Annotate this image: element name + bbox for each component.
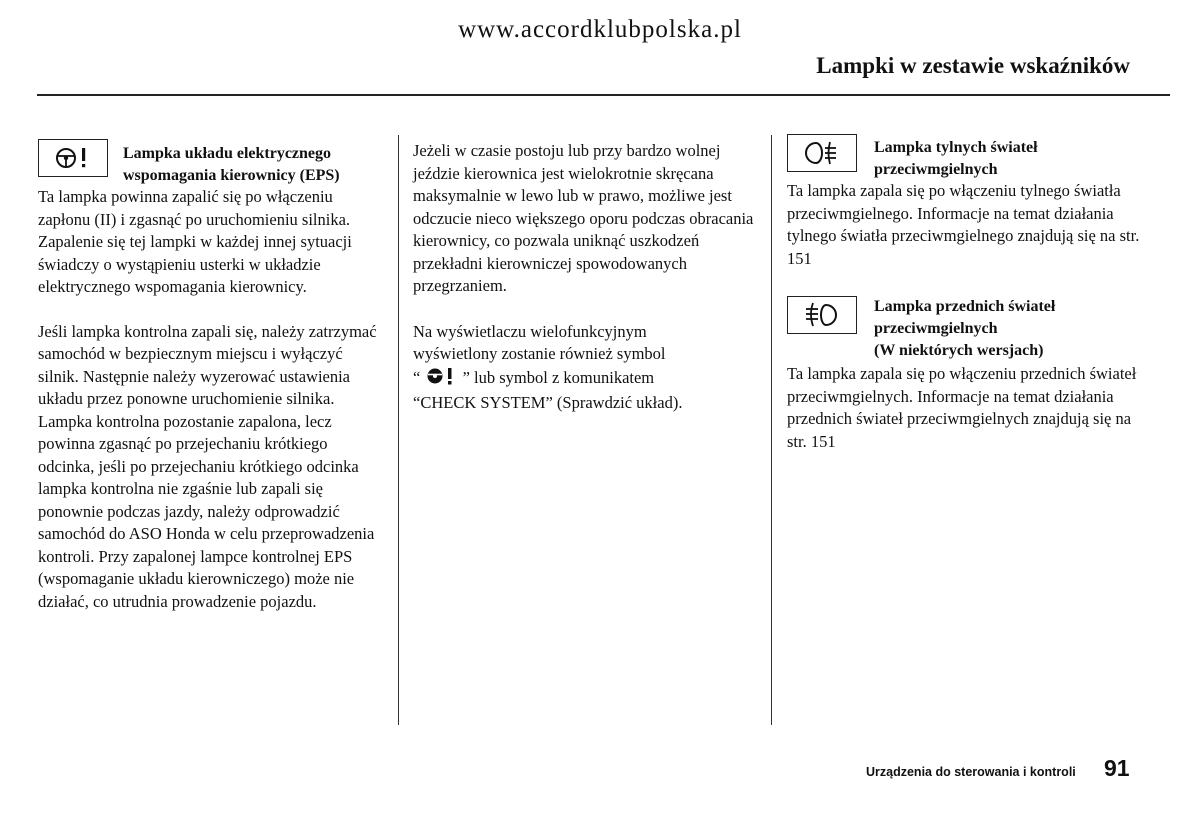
front-fog-text: Ta lampka zapala się po włączeniu przednich świateł przeciwmgielnych. Informacje na temat działania przednich świateł przeciwmgielnych znajdują się na str. 151 bbox=[787, 364, 1137, 451]
eps-lamp-title bbox=[123, 143, 393, 187]
rear-fog-title bbox=[874, 137, 1164, 181]
page-number: 91 bbox=[1104, 755, 1130, 781]
eps-note-paragraph: Jeżeli w czasie postoju lub przy bardzo wolnej jeździe kierownica jest wielokrotnie skręcana maksymalnie w lewo lub w prawo, możliwe jest odczucie nieco większego oporu podczas obracania kierownicy, co pozwala uniknąć uszkodzeń przekładni kierowniczej spowodowanych przegrzaniem. bbox=[413, 141, 754, 295]
column-divider-1 bbox=[398, 135, 399, 725]
eps-paragraph-1: Ta lampka powinna zapalić się po włączeniu zapłonu (II) i zgasnąć po uruchomieniu silnika. Zapalenie się tej lampki w każdej innej sytuacji świadczy o wystąpieniu usterki w układzie elektrycznego wspomagania kierownicy. bbox=[38, 187, 352, 296]
eps-title-line2: wspomagania kierownicy (EPS) bbox=[123, 167, 340, 184]
eps-inline-icon bbox=[424, 366, 458, 393]
rear-fog-lamp-box bbox=[787, 134, 857, 172]
rear-fog-title-line1: Lampka tylnych świateł bbox=[874, 139, 1038, 156]
display-line-4: “CHECK SYSTEM” (Sprawdzić układ). bbox=[413, 393, 683, 412]
rear-fog-light-icon bbox=[800, 138, 844, 168]
rear-fog-text: Ta lampka zapala się po włączeniu tylnego światła przeciwmgielnego. Informacje na temat działania tylnego światła przeciwmgielnego znajdują się na str. 151 bbox=[787, 181, 1140, 268]
column-1-body bbox=[38, 186, 386, 613]
section-title: Lampki w zestawie wskaźników bbox=[816, 53, 1130, 78]
column-2-body bbox=[413, 140, 763, 415]
after-icon-text: ” lub symbol z komunikatem bbox=[462, 367, 655, 387]
column-divider-2 bbox=[771, 135, 772, 725]
front-fog-title-line2: przeciwmgielnych bbox=[874, 320, 998, 337]
quote-open: “ bbox=[413, 367, 421, 387]
front-fog-title-line3: (W niektórych wersjach) bbox=[874, 342, 1044, 359]
eps-paragraph-2: Jeśli lampka kontrolna zapali się, należy zatrzymać samochód w bezpiecznym miejscu i wyłączyć silnik. Następnie należy wyzerować ustawienia układu przez ponowne uruchomienie silnika. Lampka kontrolna pozostanie zapalona, lecz powinna zgasnąć po przejechaniu krótkiego odcinka, jeśli po przejechaniu krótkiego odcinka lampka kontrolna nie zgaśnie lub zapali się ponownie podczas jazdy, należy odprowadzić samochód do ASO Honda w celu przeprowadzenia kontroli. Przy zapalonej lampce kontrolnej EPS (wspomaganie układu kierowniczego) może nie działać, co utrudnia prowadzenie pojazdu. bbox=[38, 321, 377, 611]
display-line-3 bbox=[413, 366, 763, 393]
eps-lamp-box bbox=[38, 139, 108, 177]
display-line-2: wyświetlony zostanie również symbol bbox=[413, 344, 666, 363]
footer-section-label: Urządzenia do sterowania i kontroli bbox=[866, 765, 1076, 779]
front-fog-title-line1: Lampka przednich świateł bbox=[874, 298, 1056, 315]
eps-steering-warning-icon bbox=[50, 144, 96, 172]
header-rule bbox=[37, 94, 1170, 96]
front-fog-lamp-box bbox=[787, 296, 857, 334]
front-fog-light-icon bbox=[800, 300, 844, 330]
display-symbol-paragraph bbox=[413, 321, 763, 415]
site-url: www.accordklubpolska.pl bbox=[458, 16, 742, 43]
front-fog-title bbox=[874, 296, 1164, 362]
eps-title-line1: Lampka układu elektrycznego bbox=[123, 145, 332, 162]
rear-fog-title-line2: przeciwmgielnych bbox=[874, 161, 998, 178]
display-line-1: Na wyświetlaczu wielofunkcyjnym bbox=[413, 321, 647, 341]
